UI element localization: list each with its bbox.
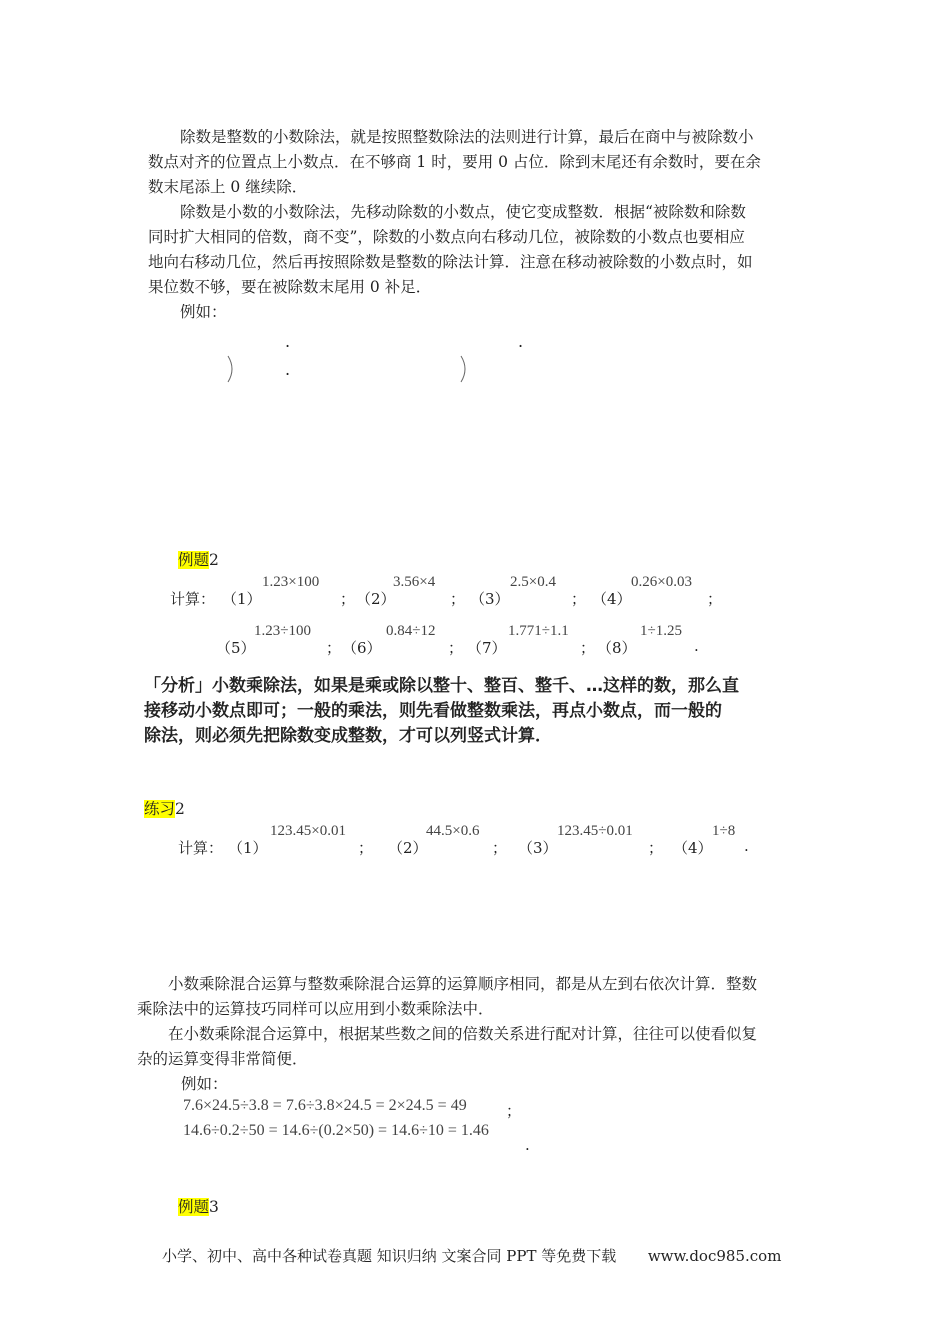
intro-para1-line1: 除数是整数的小数除法，就是按照整数除法的法则进行计算，最后在商中与被除数小	[180, 128, 754, 146]
item-index: （4）	[592, 590, 632, 608]
expression: 0.26×0.03	[631, 574, 692, 590]
separator: ；	[580, 639, 596, 657]
expression: 3.56×4	[393, 574, 436, 590]
example2-heading	[178, 548, 219, 573]
analysis-line3: 除法，则必须先把除数变成整数，才可以列竖式计算．	[144, 726, 552, 746]
expression: 1.23×100	[262, 574, 320, 590]
item-index: （2）	[388, 839, 428, 857]
example3-tag: 例题	[178, 1198, 210, 1216]
decimal-dot: .	[518, 332, 524, 351]
decimal-dot: .	[285, 332, 291, 351]
separator: ；	[492, 839, 508, 857]
separator: ；	[358, 839, 374, 857]
item-index: （1）	[228, 839, 268, 857]
expression: 1÷8	[712, 823, 736, 839]
intro-para2-line2: 同时扩大相同的倍数，商不变”，除数的小数点向右移动几位，被除数的小数点也要相应	[148, 228, 745, 246]
item-index: （4）	[673, 839, 713, 857]
example3-heading	[178, 1195, 219, 1220]
example2-number: 2	[209, 551, 219, 569]
mixed-example-label: 例如：	[181, 1075, 228, 1093]
mixed-para1-line1: 小数乘除混合运算与整数乘除混合运算的运算顺序相同，都是从左到右依次计算．整数	[168, 975, 758, 993]
intro-para2-line3: 地向右移动几位，然后再按照除数是整数的除法计算．注意在移动被除数的小数点时，如	[148, 253, 753, 271]
equation-2-separator: .	[525, 1136, 530, 1154]
equation-1-separator: ；	[506, 1102, 522, 1120]
item-index: （3）	[470, 590, 510, 608]
division-bracket-icon	[226, 355, 236, 383]
example2-tag: 例题	[178, 551, 210, 569]
separator: ；	[326, 639, 342, 657]
separator: ；	[707, 590, 723, 608]
footer	[162, 1245, 781, 1266]
mixed-para2-line1: 在小数乘除混合运算中，根据某些数之间的倍数关系进行配对计算，往往可以使看似复	[168, 1025, 758, 1043]
item-index: （7）	[467, 639, 507, 657]
separator: ；	[448, 639, 464, 657]
intro-para1-line2: 数点对齐的位置点上小数点．在不够商 1 时，要用 0 占位．除到末尾还有余数时，要在余	[148, 153, 761, 171]
practice2-number: 2	[175, 800, 185, 818]
item-index: （1）	[222, 590, 262, 608]
separator: ；	[648, 839, 664, 857]
item-index: （3）	[518, 839, 558, 857]
decimal-dot: .	[285, 360, 291, 379]
item-index: （5）	[216, 639, 256, 657]
expression: 1.771÷1.1	[508, 623, 569, 639]
analysis-line1: 「分析」小数乘除法，如果是乘或除以整十、整百、整千、…这样的数，那么直	[144, 676, 739, 696]
mixed-para1-line2: 乘除法中的运算技巧同样可以应用到小数乘除法中．	[137, 1000, 494, 1018]
intro-para2-line4: 果位数不够，要在被除数末尾用 0 补足．	[148, 278, 432, 296]
item-index: （8）	[597, 639, 637, 657]
separator: ；	[571, 590, 587, 608]
intro-para1-line3: 数末尾添上 0 继续除．	[148, 178, 308, 196]
example3-number: 3	[209, 1198, 219, 1216]
equation-1: 7.6×24.5÷3.8 = 7.6÷3.8×24.5 = 2×24.5 = 49	[183, 1097, 467, 1114]
analysis-line2: 接移动小数点即可；一般的乘法，则先看做整数乘法，再点小数点，而一般的	[144, 701, 722, 721]
mixed-para2-line2: 杂的运算变得非常简便．	[137, 1050, 308, 1068]
footer-url-link[interactable]: www.doc985.com	[647, 1247, 782, 1265]
practice2-heading	[144, 797, 185, 822]
example2-calc-label: 计算：	[170, 590, 216, 608]
expression: 0.84÷12	[386, 623, 436, 639]
expression: 123.45×0.01	[270, 823, 346, 839]
item-index: （2）	[356, 590, 396, 608]
separator: ；	[340, 590, 356, 608]
intro-example-label: 例如：	[180, 303, 227, 321]
division-bracket-icon	[459, 355, 469, 383]
expression: 44.5×0.6	[426, 823, 480, 839]
separator: .	[744, 837, 749, 855]
expression: 1.23÷100	[254, 623, 311, 639]
separator: .	[694, 637, 699, 655]
practice2-calc-label: 计算：	[178, 839, 224, 857]
practice2-tag: 练习	[144, 800, 176, 818]
intro-para2-line1: 除数是小数的小数除法，先移动除数的小数点，使它变成整数．根据“被除数和除数	[180, 203, 746, 221]
item-index: （6）	[342, 639, 382, 657]
expression: 123.45÷0.01	[557, 823, 633, 839]
expression: 2.5×0.4	[510, 574, 556, 590]
expression: 1÷1.25	[640, 623, 682, 639]
separator: ；	[450, 590, 466, 608]
footer-text: 小学、初中、高中各种试卷真题 知识归纳 文案合同 PPT 等免费下载	[162, 1247, 617, 1265]
equation-2: 14.6÷0.2÷50 = 14.6÷(0.2×50) = 14.6÷10 = 1.46	[183, 1122, 489, 1139]
